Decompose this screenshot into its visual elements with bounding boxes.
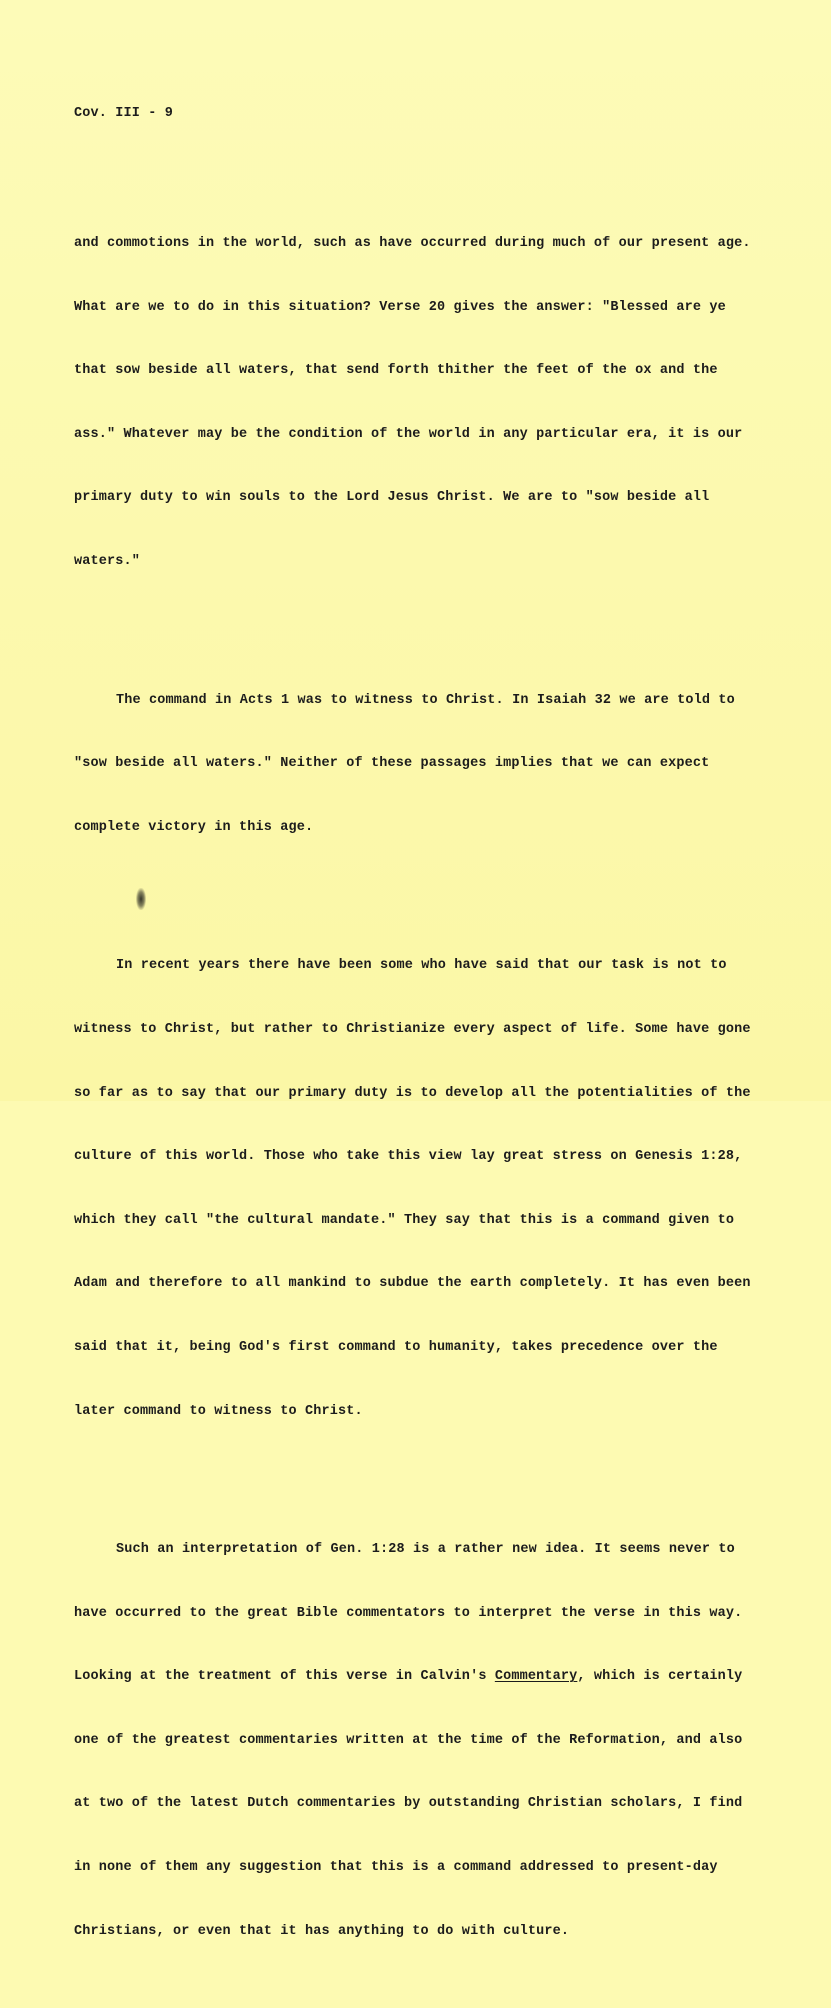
text-line: at two of the latest Dutch commentaries by outstanding Christian scholars, I find	[74, 1796, 743, 1812]
text-line: waters."	[74, 553, 141, 569]
text-line: Christians, or even that it has anything to do with culture.	[74, 1923, 570, 1939]
text-line underlined-title-line: Looking at the treatment of this verse in Calvin's Commentary, which is certainly	[74, 1669, 743, 1685]
ink-smudge	[136, 888, 146, 910]
text-line: witness to Christ, but rather to Christianize every aspect of life. Some have gone	[74, 1021, 751, 1037]
page-header: Cov. III - 9	[74, 106, 174, 121]
text-line: so far as to say that our primary duty is to develop all the potentialities of the	[74, 1085, 751, 1101]
text-line: said that it, being God's first command to humanity, takes precedence over the	[74, 1339, 718, 1355]
text-line: have occurred to the great Bible commentators to interpret the verse in this way.	[74, 1605, 743, 1621]
text-line: Adam and therefore to all mankind to subdue the earth completely. It has even been	[74, 1276, 751, 1292]
paragraph	[74, 654, 794, 875]
text-line: ass." Whatever may be the condition of the world in any particular era, it is our	[74, 426, 743, 442]
text-line: In recent years there have been some who have said that our task is not to	[116, 958, 727, 974]
text-line: in none of them any suggestion that this is a command addressed to present-day	[74, 1860, 718, 1876]
underlined-title: Commentary	[494, 1669, 578, 1685]
text-line: Such an interpretation of Gen. 1:28 is a rather new idea. It seems never to	[116, 1542, 735, 1558]
paragraph	[74, 197, 794, 609]
text-line: one of the greatest commentaries written at the time of the Reformation, and also	[74, 1732, 743, 1748]
document-body	[74, 152, 794, 2008]
text-line: and commotions in the world, such as have occurred during much of our present age.	[74, 236, 751, 251]
text-line: "sow beside all waters." Neither of these passages implies that we can expect	[74, 756, 710, 772]
text-line: which they call "the cultural mandate." They say that this is a command given to	[74, 1212, 735, 1228]
paragraph	[74, 919, 794, 1458]
text-line: later command to witness to Christ.	[74, 1403, 363, 1419]
text-line: primary duty to win souls to the Lord Jesus Christ. We are to "sow beside all	[74, 490, 710, 506]
text-line: culture of this world. Those who take this view lay great stress on Genesis 1:28,	[74, 1149, 743, 1165]
text-line: The command in Acts 1 was to witness to Christ. In Isaiah 32 we are told to	[116, 692, 735, 708]
paragraph	[74, 1503, 794, 1978]
text-line: that sow beside all waters, that send forth thither the feet of the ox and the	[74, 363, 718, 379]
text-line: complete victory in this age.	[74, 819, 314, 835]
text-line: What are we to do in this situation? Verse 20 gives the answer: "Blessed are ye	[74, 299, 726, 315]
